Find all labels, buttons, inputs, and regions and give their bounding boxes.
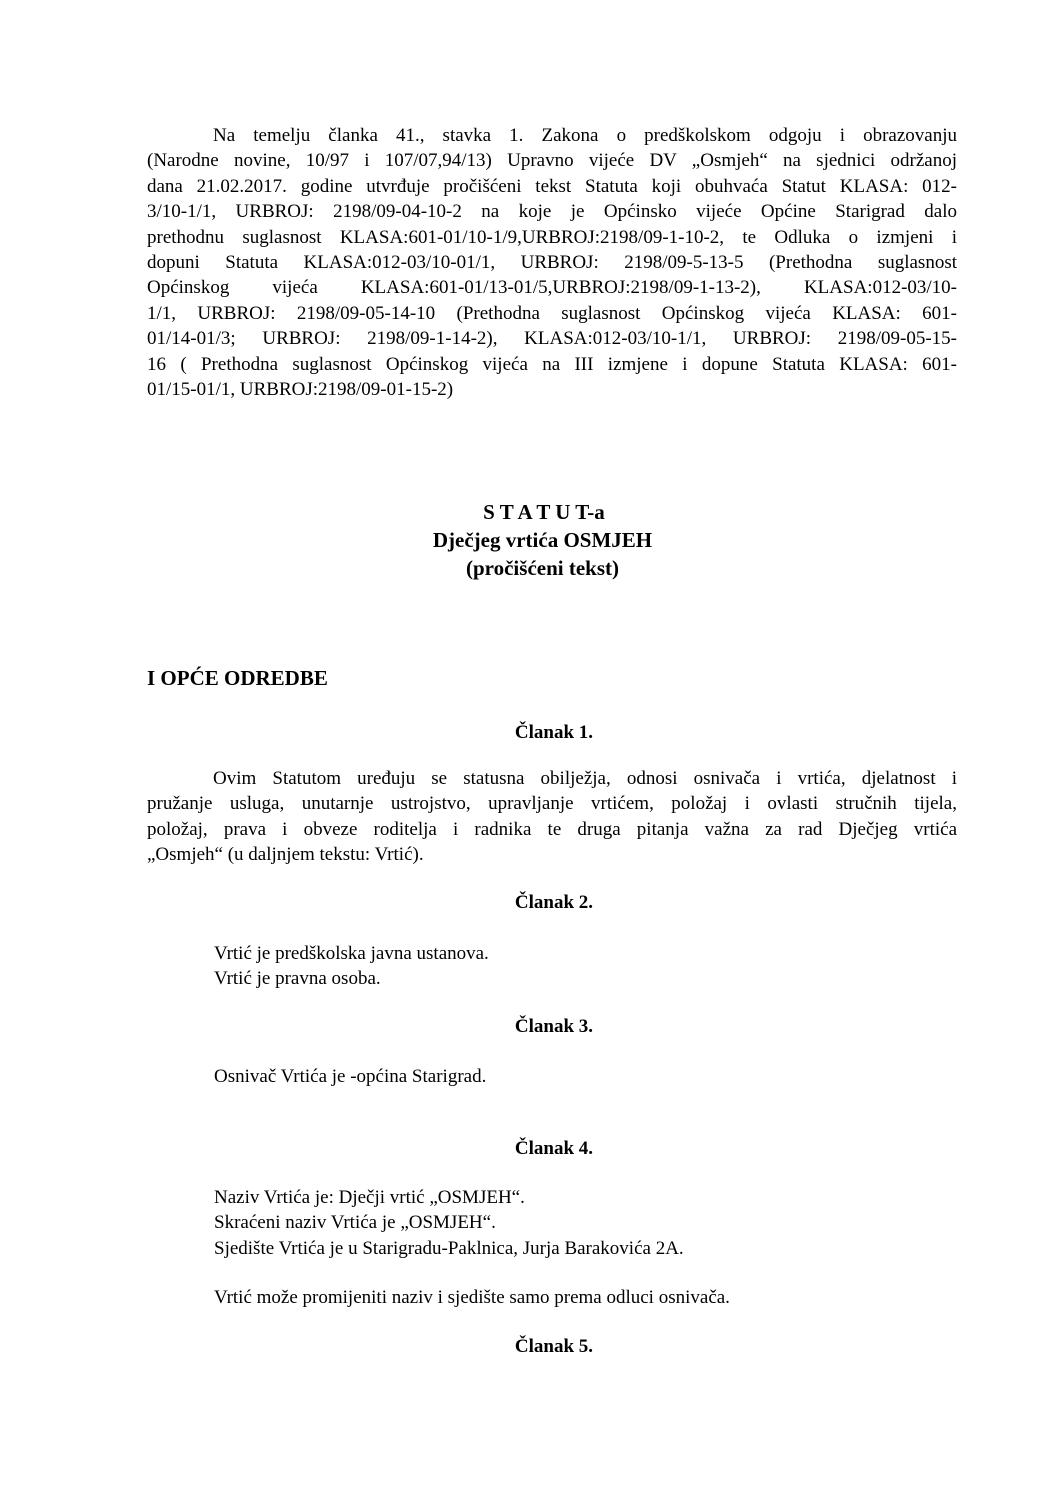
article-3-line: Osnivač Vrtića je -općina Starigrad. [214,1066,487,1087]
title-line-1: S T A T U T-a [483,500,605,524]
article-3-heading: Članak 3. [514,1016,594,1037]
intro-line: 01/14-01/3; URBROJ: 2198/09-1-14-2), KLASA:012-03/10-1/1, URBROJ: 2198/09-05-15- [147,328,957,350]
intro-line: Na temelju članka 41., stavka 1. Zakona o predškolskom odgoju i obrazovanju [213,125,957,146]
intro-line: dopuni Statuta KLASA:012-03/10-01/1, URBROJ: 2198/09-5-13-5 (Prethodna suglasnost [147,251,957,273]
intro-line: Općinskog vijeća KLASA:601-01/13-01/5,URBROJ:2198/09-1-13-2), KLASA:012-03/10- [147,277,957,299]
article-1-body [147,766,957,868]
article-1-line: Ovim Statutom uređuju se statusna obilježja, odnosi osnivača i vrtića, djelatnost i [213,768,957,789]
article-4-closing-line: Vrtić može promijeniti naziv i sjedište samo prema odluci osnivača. [214,1287,730,1308]
intro-line: 01/15-01/1, URBROJ:2198/09-01-15-2) [147,378,454,400]
article-3-body [214,1064,486,1089]
intro-line: 3/10-1/1, URBROJ: 2198/09-04-10-2 na koje je Općinsko vijeće Općine Starigrad dalo [147,201,957,223]
article-4-line: Naziv Vrtića je: Dječji vrtić „OSMJEH“. [214,1187,525,1208]
article-4-closing [214,1285,730,1310]
article-2-heading: Članak 2. [514,892,594,913]
article-4-body [214,1185,684,1261]
article-1-heading: Članak 1. [514,722,594,743]
intro-line: 1/1, URBROJ: 2198/09-05-14-10 (Prethodna suglasnost Općinskog vijeća KLASA: 601- [147,302,957,324]
intro-paragraph [147,123,957,402]
article-2-line: Vrtić je pravna osoba. [214,968,381,990]
article-1-line: pružanje usluga, unutarnje ustrojstvo, upravljanje vrtićem, položaj i ovlasti stručnih tijela, [147,793,957,815]
article-4-line: Sjedište Vrtića je u Starigradu-Paklnica, Jurja Barakovića 2A. [214,1237,684,1259]
intro-line: (Narodne novine, 10/97 i 107/07,94/13) Upravno vijeće DV „Osmjeh“ na sjednici održanoj [147,150,957,172]
article-1-line: „Osmjeh“ (u daljnjem tekstu: Vrtić). [147,844,424,866]
title-line-2: Dječjeg vrtića OSMJEH [432,528,653,552]
intro-line: dana 21.02.2017. godine utvrđuje pročišćeni tekst Statuta koji obuhvaća Statut KLASA: 012- [147,175,957,197]
document-title [0,498,1058,582]
article-5-heading: Članak 5. [514,1336,594,1357]
article-4-line: Skraćeni naziv Vrtića je „OSMJEH“. [214,1212,496,1234]
intro-line: prethodnu suglasnost KLASA:601-01/10-1/9,URBROJ:2198/09-1-10-2, te Odluka o izmjeni i [147,226,957,248]
title-line-3: (pročišćeni tekst) [466,556,619,580]
article-4-heading: Članak 4. [514,1138,594,1159]
article-2-line: Vrtić je predškolska javna ustanova. [214,943,489,964]
intro-line: 16 ( Prethodna suglasnost Općinskog vijeća na III izmjene i dopune Statuta KLASA: 601- [147,353,957,375]
section-heading: I OPĆE ODREDBE [147,666,328,690]
article-2-body [214,941,489,992]
article-1-line: položaj, prava i obveze roditelja i radnika te druga pitanja važna za rad Dječjeg vrtića [147,818,957,840]
